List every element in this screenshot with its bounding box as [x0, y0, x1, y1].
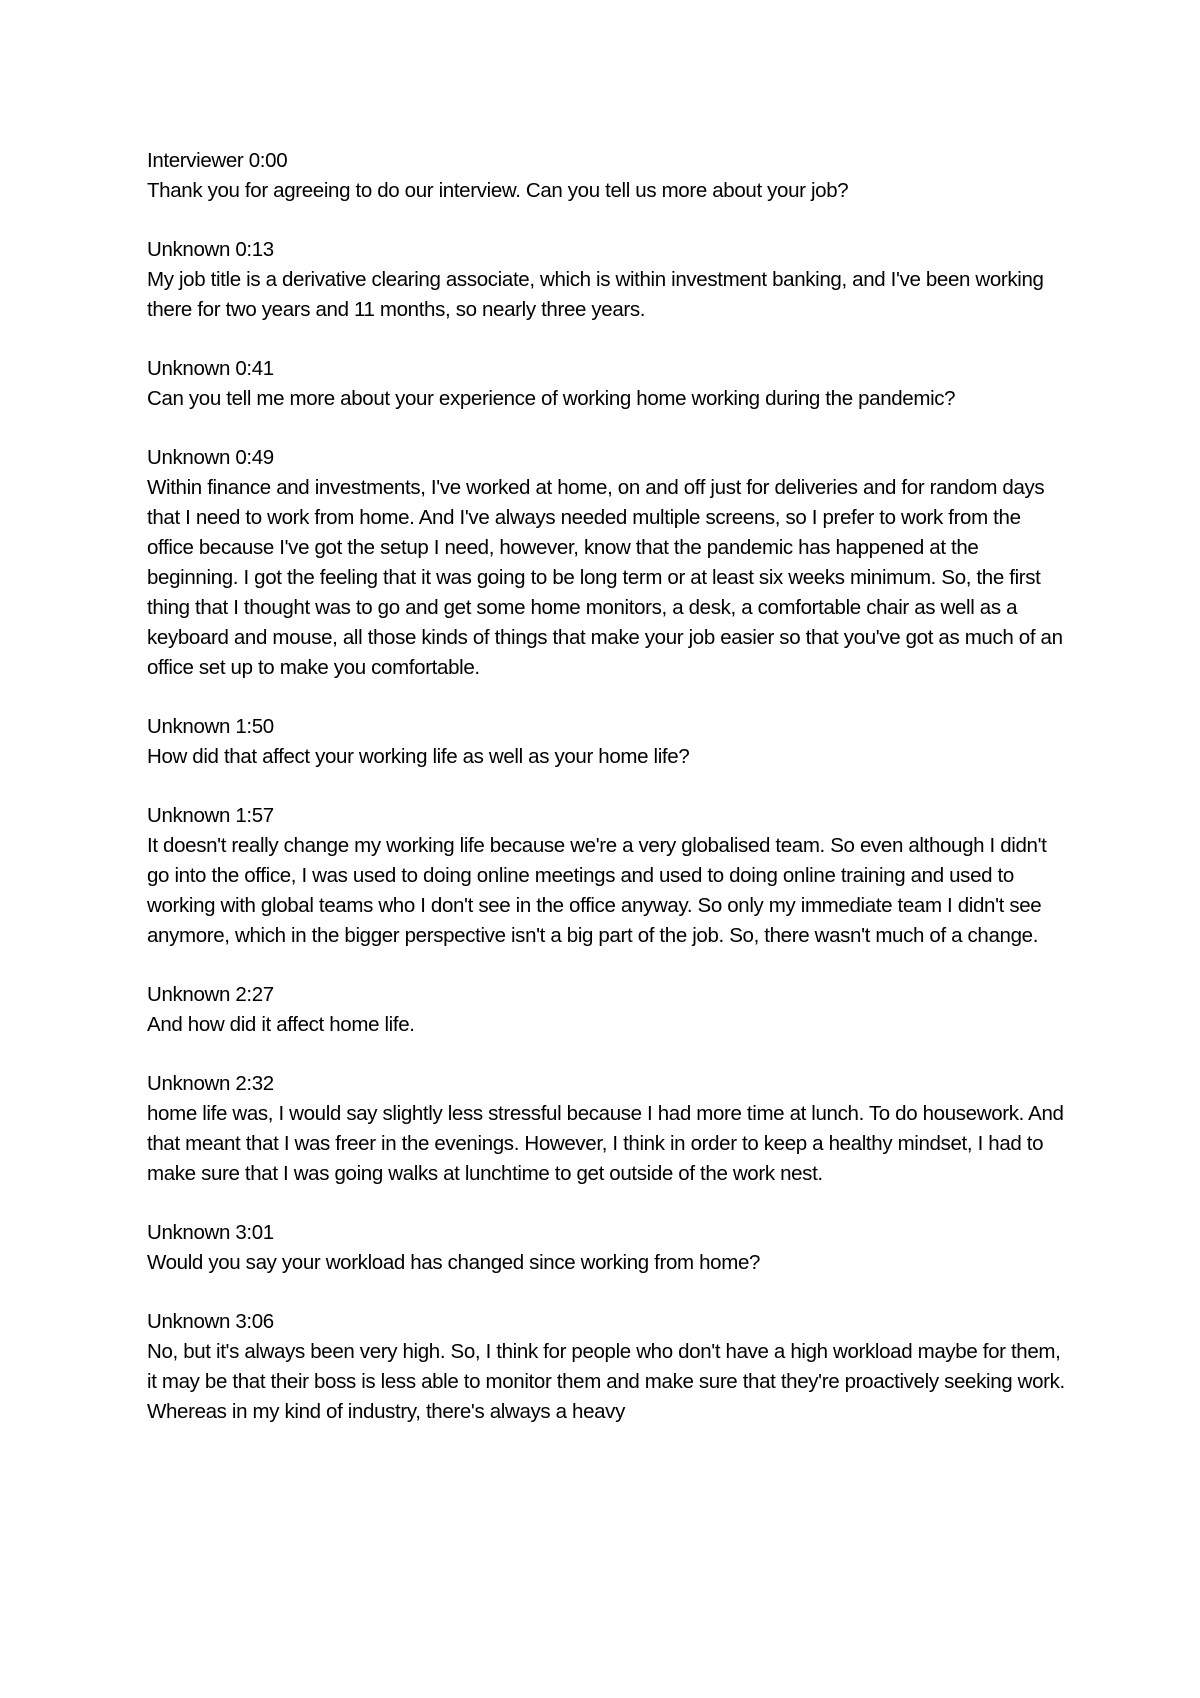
- speaker-timestamp: Unknown 3:01: [147, 1221, 274, 1244]
- speaker-timestamp: Unknown 0:41: [147, 357, 274, 380]
- utterance-text: How did that affect your working life as well as your home life?: [147, 745, 690, 768]
- utterance-text: Within finance and investments, I've worked at home, on and off just for deliveries and for random days that I need to work from home. And I've always needed multiple screens, so I prefer to work from the office because I've got the setup I need, however, know that the pandemic has happened at the beginning. I got the feeling that it was going to be long term or at least six weeks minimum. So, the first thing that I thought was to go and get some home monitors, a desk, a comfortable chair as well as a keyboard and mouse, all those kinds of things that make your job easier so that you've got as much of an office set up to make you comfortable.: [147, 476, 1063, 679]
- transcript-entry: [147, 712, 1067, 772]
- utterance-text: No, but it's always been very high. So, I think for people who don't have a high workload maybe for them, it may be that their boss is less able to monitor them and make sure that they're proactively seeking work. Whereas in my kind of industry, there's always a heavy: [147, 1340, 1065, 1423]
- utterance-text: Can you tell me more about your experience of working home working during the pandemic?: [147, 387, 956, 410]
- utterance-text: Would you say your workload has changed since working from home?: [147, 1251, 761, 1274]
- transcript-entry: [147, 146, 1067, 206]
- transcript-entry: [147, 980, 1067, 1040]
- speaker-timestamp: Unknown 3:06: [147, 1310, 274, 1333]
- transcript-entry: [147, 443, 1067, 683]
- speaker-timestamp: Unknown 2:32: [147, 1072, 274, 1095]
- speaker-timestamp: Unknown 1:57: [147, 804, 274, 827]
- transcript-entry: [147, 801, 1067, 951]
- utterance-text: It doesn't really change my working life because we're a very globalised team. So even although I didn't go into the office, I was used to doing online meetings and used to doing online training and used to working with global teams who I don't see in the office anyway. So only my immediate team I didn't see anymore, which in the bigger perspective isn't a big part of the job. So, there wasn't much of a change.: [147, 834, 1047, 947]
- transcript-entry: [147, 235, 1067, 325]
- utterance-text: My job title is a derivative clearing associate, which is within investment banking, and I've been working there for two years and 11 months, so nearly three years.: [147, 268, 1044, 321]
- transcript-entry: [147, 1069, 1067, 1189]
- transcript-entry: [147, 354, 1067, 414]
- speaker-timestamp: Unknown 1:50: [147, 715, 274, 738]
- speaker-timestamp: Unknown 2:27: [147, 983, 274, 1006]
- speaker-timestamp: Unknown 0:13: [147, 238, 274, 261]
- utterance-text: Thank you for agreeing to do our interview. Can you tell us more about your job?: [147, 179, 849, 202]
- utterance-text: home life was, I would say slightly less stressful because I had more time at lunch. To do housework. And that meant that I was freer in the evenings. However, I think in order to keep a healthy mindset, I had to make sure that I was going walks at lunchtime to get outside of the work nest.: [147, 1102, 1064, 1185]
- transcript-entry: [147, 1307, 1067, 1427]
- transcript-entry: [147, 1218, 1067, 1278]
- utterance-text: And how did it affect home life.: [147, 1013, 415, 1036]
- speaker-timestamp: Interviewer 0:00: [147, 149, 288, 172]
- interview-transcript: [147, 146, 1067, 1456]
- speaker-timestamp: Unknown 0:49: [147, 446, 274, 469]
